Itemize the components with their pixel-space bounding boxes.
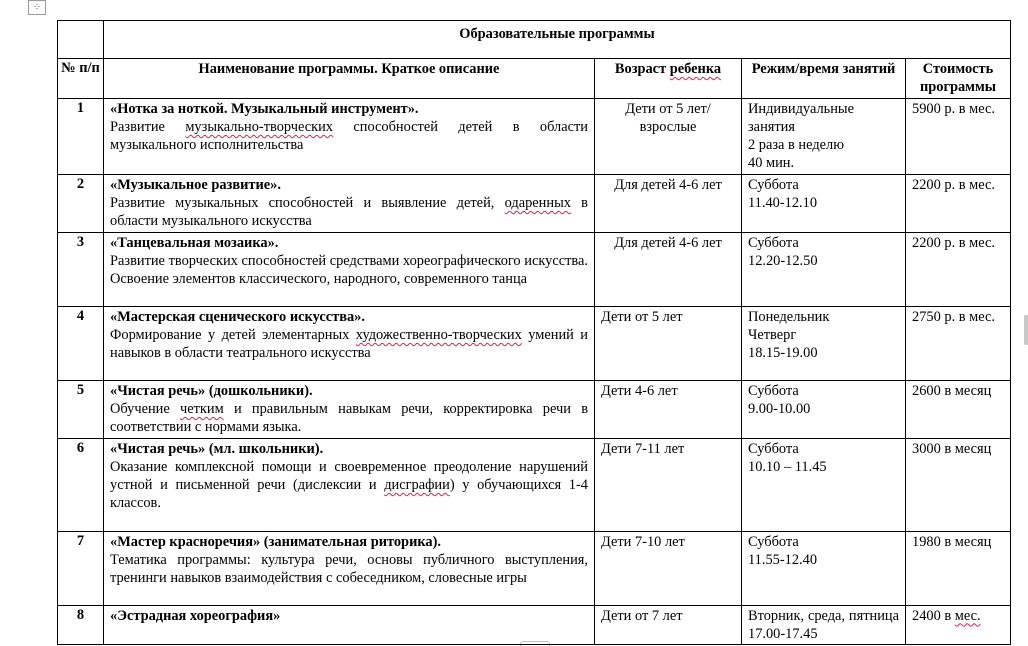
header-age-word: Возраст bbox=[614, 61, 667, 77]
schedule-cell bbox=[742, 438, 906, 531]
schedule-line: Суббота bbox=[748, 382, 799, 399]
cost-cell: 2600 в месяц bbox=[906, 380, 1011, 438]
schedule-line: 18.15-19.00 bbox=[748, 345, 818, 362]
program-description bbox=[110, 326, 588, 363]
program-title: «Танцевальная мозаика». bbox=[110, 234, 279, 251]
schedule-line: Суббота bbox=[748, 440, 799, 457]
program-title: «Эстрадная хореография» bbox=[110, 607, 281, 624]
schedule-line: 2 раза в неделю bbox=[748, 137, 844, 154]
program-title-line bbox=[110, 382, 588, 400]
program-title: «Мастер красноречия» bbox=[110, 533, 261, 550]
schedule-cell bbox=[742, 380, 906, 438]
table-row bbox=[58, 306, 1011, 380]
row-number: 2 bbox=[58, 174, 104, 232]
cost-spellcheck-word: мес. bbox=[954, 607, 981, 624]
schedule-cell: Вторник, среда, пятница 17.00-17.45 bbox=[742, 605, 906, 645]
table-row bbox=[58, 174, 1011, 232]
desc-spellcheck-word: дисграфии bbox=[384, 477, 450, 494]
schedule-line: 11.40-12.10 bbox=[748, 195, 818, 212]
program-description bbox=[110, 194, 588, 231]
header-row bbox=[58, 59, 1011, 99]
desc-text: Развитие музыкальных способностей и выявление детей, bbox=[110, 195, 505, 212]
row-number: 7 bbox=[58, 531, 104, 605]
table-row bbox=[58, 438, 1011, 531]
title-blank-cell bbox=[58, 21, 104, 59]
table-row bbox=[58, 531, 1011, 605]
table-title: Образовательные программы bbox=[104, 21, 1011, 59]
program-title: «Чистая речь» bbox=[110, 382, 206, 399]
program-title-line bbox=[110, 440, 588, 458]
desc-text: ) у обучающихся 1-4 классов. bbox=[110, 477, 588, 512]
cost-cell bbox=[906, 605, 1011, 645]
schedule-cell bbox=[742, 232, 906, 306]
schedule-line: Суббота bbox=[748, 176, 799, 193]
desc-text: в области музыкального искусства bbox=[110, 195, 588, 230]
age-cell: Для детей 4-6 лет bbox=[595, 232, 742, 306]
age-cell: Для детей 4-6 лет bbox=[595, 174, 742, 232]
row-number: 1 bbox=[58, 98, 104, 174]
age-cell: Дети 7-10 лет bbox=[595, 531, 742, 605]
schedule-line: Суббота bbox=[748, 234, 799, 251]
desc-text: умений и навыков в области театрального искусства bbox=[110, 326, 588, 362]
age-cell: Дети 7-11 лет bbox=[595, 438, 742, 531]
desc-text: Обучение bbox=[110, 400, 181, 417]
program-description: Развитие творческих способностей средствами хореографического искусства. Освоение элементов классического, народного, современного танца bbox=[110, 252, 588, 288]
desc-spellcheck-word: четким bbox=[180, 400, 224, 417]
program-description: Тематика программы: культура речи, основы публичного выступления, тренинги навыков взаимодействия с собеседником, словесные игры bbox=[110, 551, 588, 587]
row-number: 6 bbox=[58, 438, 104, 531]
schedule-line: 40 мин. bbox=[748, 155, 795, 172]
desc-spellcheck-word: музыкально-творческих bbox=[185, 118, 333, 135]
age-cell: Дети 4-6 лет bbox=[595, 380, 742, 438]
program-cell bbox=[104, 306, 595, 380]
age-cell: Дети от 7 лет bbox=[595, 605, 742, 645]
schedule-line: Суббота bbox=[748, 533, 799, 550]
cost-cell: 2750 р. в мес. bbox=[906, 306, 1011, 380]
desc-text: Формирование у детей элементарных bbox=[110, 326, 356, 343]
table-row bbox=[58, 605, 1011, 645]
cost-cell: 5900 р. в мес. bbox=[906, 98, 1011, 174]
schedule-line: Понедельник bbox=[748, 308, 830, 325]
program-description bbox=[110, 400, 588, 437]
cost-cell: 2200 р. в мес. bbox=[906, 174, 1011, 232]
row-number: 3 bbox=[58, 232, 104, 306]
program-title-suffix: (занимательная риторика). bbox=[260, 533, 442, 550]
schedule-cell bbox=[742, 98, 906, 174]
age-cell: Дети от 5 лет/ взрослые bbox=[595, 98, 742, 174]
header-schedule: Режим/время занятий bbox=[742, 59, 906, 99]
desc-text: и правильным навыкам речи, корректировка речи в соответствии с нормами языка. bbox=[110, 400, 588, 436]
program-title: «Мастерская сценического искусства». bbox=[110, 308, 365, 325]
table-row bbox=[58, 232, 1011, 306]
program-cell bbox=[104, 438, 595, 531]
header-cost: Стоимость программы bbox=[906, 59, 1011, 99]
program-cell bbox=[104, 98, 595, 174]
table-move-handle-icon[interactable]: ⁘ bbox=[28, 0, 46, 15]
programs-table bbox=[57, 20, 1011, 645]
program-cell bbox=[104, 380, 595, 438]
program-cell bbox=[104, 531, 595, 605]
table-title-row bbox=[58, 21, 1011, 59]
program-cell bbox=[104, 232, 595, 306]
desc-spellcheck-word: одаренных bbox=[504, 195, 571, 212]
right-edge-scroll-handle[interactable] bbox=[1024, 315, 1028, 345]
schedule-line: Индивидуальные занятия bbox=[748, 100, 854, 135]
schedule-line: 11.55-12.40 bbox=[748, 551, 818, 568]
program-description bbox=[110, 458, 588, 513]
cost-cell: 1980 в месяц bbox=[906, 531, 1011, 605]
schedule-cell bbox=[742, 306, 906, 380]
program-title: «Чистая речь» bbox=[110, 440, 206, 457]
schedule-cell bbox=[742, 531, 906, 605]
cost-cell: 2200 р. в мес. bbox=[906, 232, 1011, 306]
program-cell bbox=[104, 174, 595, 232]
desc-spellcheck-word: художественно-творческих bbox=[355, 326, 522, 343]
schedule-line: 12.20-12.50 bbox=[748, 252, 818, 269]
cost-cell: 3000 в месяц bbox=[906, 438, 1011, 531]
desc-text: Оказание комплексной помощи и своевременное преодоление нарушений устной и письменной речи (дислексии и bbox=[110, 458, 588, 494]
header-number: № п/п bbox=[58, 59, 104, 99]
program-title: «Нотка за ноткой. Музыкальный инструмент». bbox=[110, 100, 419, 117]
table-row bbox=[58, 98, 1011, 174]
program-cell bbox=[104, 605, 595, 645]
header-program-name: Наименование программы. Краткое описание bbox=[104, 59, 595, 99]
desc-text: Развитие bbox=[110, 118, 186, 135]
program-title-line bbox=[110, 533, 588, 551]
program-title: «Музыкальное развитие». bbox=[110, 176, 281, 193]
table-row bbox=[58, 380, 1011, 438]
row-number: 4 bbox=[58, 306, 104, 380]
schedule-cell bbox=[742, 174, 906, 232]
age-cell: Дети от 5 лет bbox=[595, 306, 742, 380]
schedule-line: Четверг bbox=[748, 326, 797, 343]
schedule-line: 10.10 – 11.45 bbox=[748, 458, 827, 475]
schedule-line: 9.00-10.00 bbox=[748, 400, 811, 417]
row-number: 5 bbox=[58, 380, 104, 438]
program-title-suffix: (дошкольники). bbox=[205, 382, 313, 399]
header-age-child: ребенка bbox=[669, 61, 722, 77]
program-title-suffix: (мл. школьники). bbox=[205, 440, 324, 457]
row-number: 8 bbox=[58, 605, 104, 645]
desc-text: способностей детей в области музыкального исполнительства bbox=[110, 118, 589, 154]
header-age bbox=[595, 59, 742, 99]
program-description bbox=[110, 118, 588, 155]
cost-text: 2400 в bbox=[912, 607, 955, 624]
